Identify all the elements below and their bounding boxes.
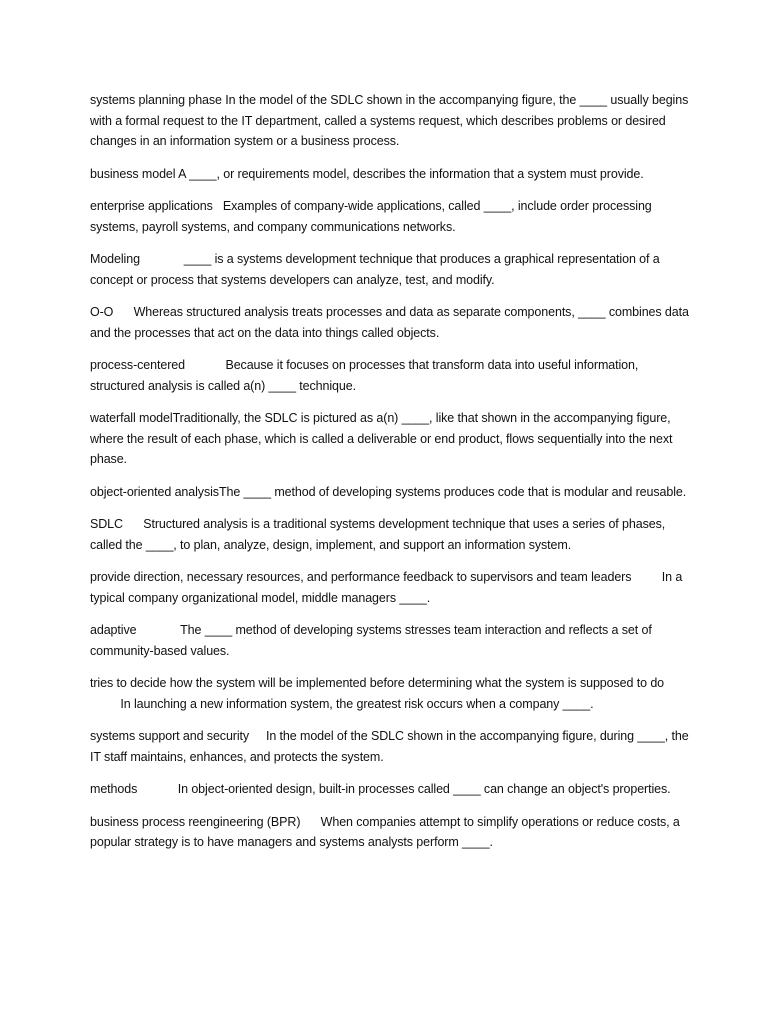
flashcard-entry	[90, 514, 690, 555]
flashcard-entry	[90, 408, 690, 470]
entry-term: enterprise applications	[90, 199, 213, 213]
entry-definition: Structured analysis is a traditional systems development technique that uses a series of phases, called the ____, to plan, analyze, design, implement, and support an information system.	[90, 517, 666, 552]
entry-term: Modeling	[90, 252, 140, 266]
entry-term: adaptive	[90, 623, 137, 637]
entry-definition: In a typical company organizational model, middle managers ____.	[90, 570, 683, 605]
entry-term: systems support and security	[90, 729, 250, 743]
flashcard-entry	[90, 673, 690, 714]
entry-definition: The ____ method of developing systems stresses team interaction and reflects a set of community-based values.	[90, 623, 652, 658]
flashcard-entry	[90, 355, 690, 396]
entry-definition: Because it focuses on processes that transform data into useful information, structured analysis is called a(n) ____ technique.	[90, 358, 639, 393]
flashcard-entry	[90, 249, 690, 290]
entry-definition: The ____ method of developing systems produces code that is modular and reusable.	[218, 484, 687, 499]
flashcard-entry	[90, 567, 690, 608]
flashcard-entry	[90, 779, 690, 800]
entry-term: process-centered	[90, 358, 185, 372]
entry-term: systems planning phase	[90, 93, 222, 107]
flashcard-entry	[90, 812, 690, 853]
entry-term: methods	[90, 782, 138, 796]
entry-definition: When companies attempt to simplify operations or reduce costs, a popular strategy is to have managers and systems analysts perform ____.	[90, 814, 680, 849]
flashcard-entry	[90, 302, 690, 343]
entry-definition: A ____, or requirements model, describes the information that a system must provide.	[178, 166, 644, 181]
flashcard-entry	[90, 620, 690, 661]
entry-term: business process reengineering (BPR)	[90, 814, 301, 829]
entry-definition: Traditionally, the SDLC is pictured as a(n) ____, like that shown in the accompanying figure, where the result of each phase, which is called a deliverable or end product, flows sequentially into the next phase.	[90, 411, 673, 466]
entry-term: object-oriented analysis	[90, 484, 219, 499]
flashcard-entry	[90, 196, 690, 237]
flashcard-entry	[90, 482, 690, 503]
entry-definition: ____ is a systems development technique that produces a graphical representation of a concept or process that systems developers can analyze, test, and modify.	[90, 252, 660, 287]
entry-definition: In launching a new information system, the greatest risk occurs when a company ____.	[120, 696, 594, 711]
flashcard-list	[90, 90, 690, 865]
entry-term: SDLC	[90, 517, 123, 531]
entry-term: waterfall model	[90, 411, 173, 425]
entry-definition: In the model of the SDLC shown in the accompanying figure, the ____ usually begins with a formal request to the IT department, called a systems request, which describes problems or desired changes in an information system or a business process.	[90, 93, 689, 148]
flashcard-entry	[90, 90, 690, 152]
entry-definition: Whereas structured analysis treats processes and data as separate components, ____ combines data and the processes that act on the data into things called objects.	[90, 305, 689, 340]
entry-term: tries to decide how the system will be implemented before determining what the system is supposed to do	[90, 676, 665, 690]
flashcard-entry	[90, 164, 690, 185]
entry-term: provide direction, necessary resources, and performance feedback to supervisors and team leaders	[90, 570, 632, 584]
entry-definition: Examples of company-wide applications, called ____, include order processing systems, payroll systems, and company communications networks.	[90, 199, 652, 234]
flashcard-entry	[90, 726, 690, 767]
entry-definition: In the model of the SDLC shown in the accompanying figure, during ____, the IT staff maintains, enhances, and protects the system.	[90, 729, 689, 764]
entry-definition: In object-oriented design, built-in processes called ____ can change an object's properties.	[177, 782, 671, 796]
entry-term: O-O	[90, 305, 114, 319]
entry-term: business model	[90, 166, 176, 181]
